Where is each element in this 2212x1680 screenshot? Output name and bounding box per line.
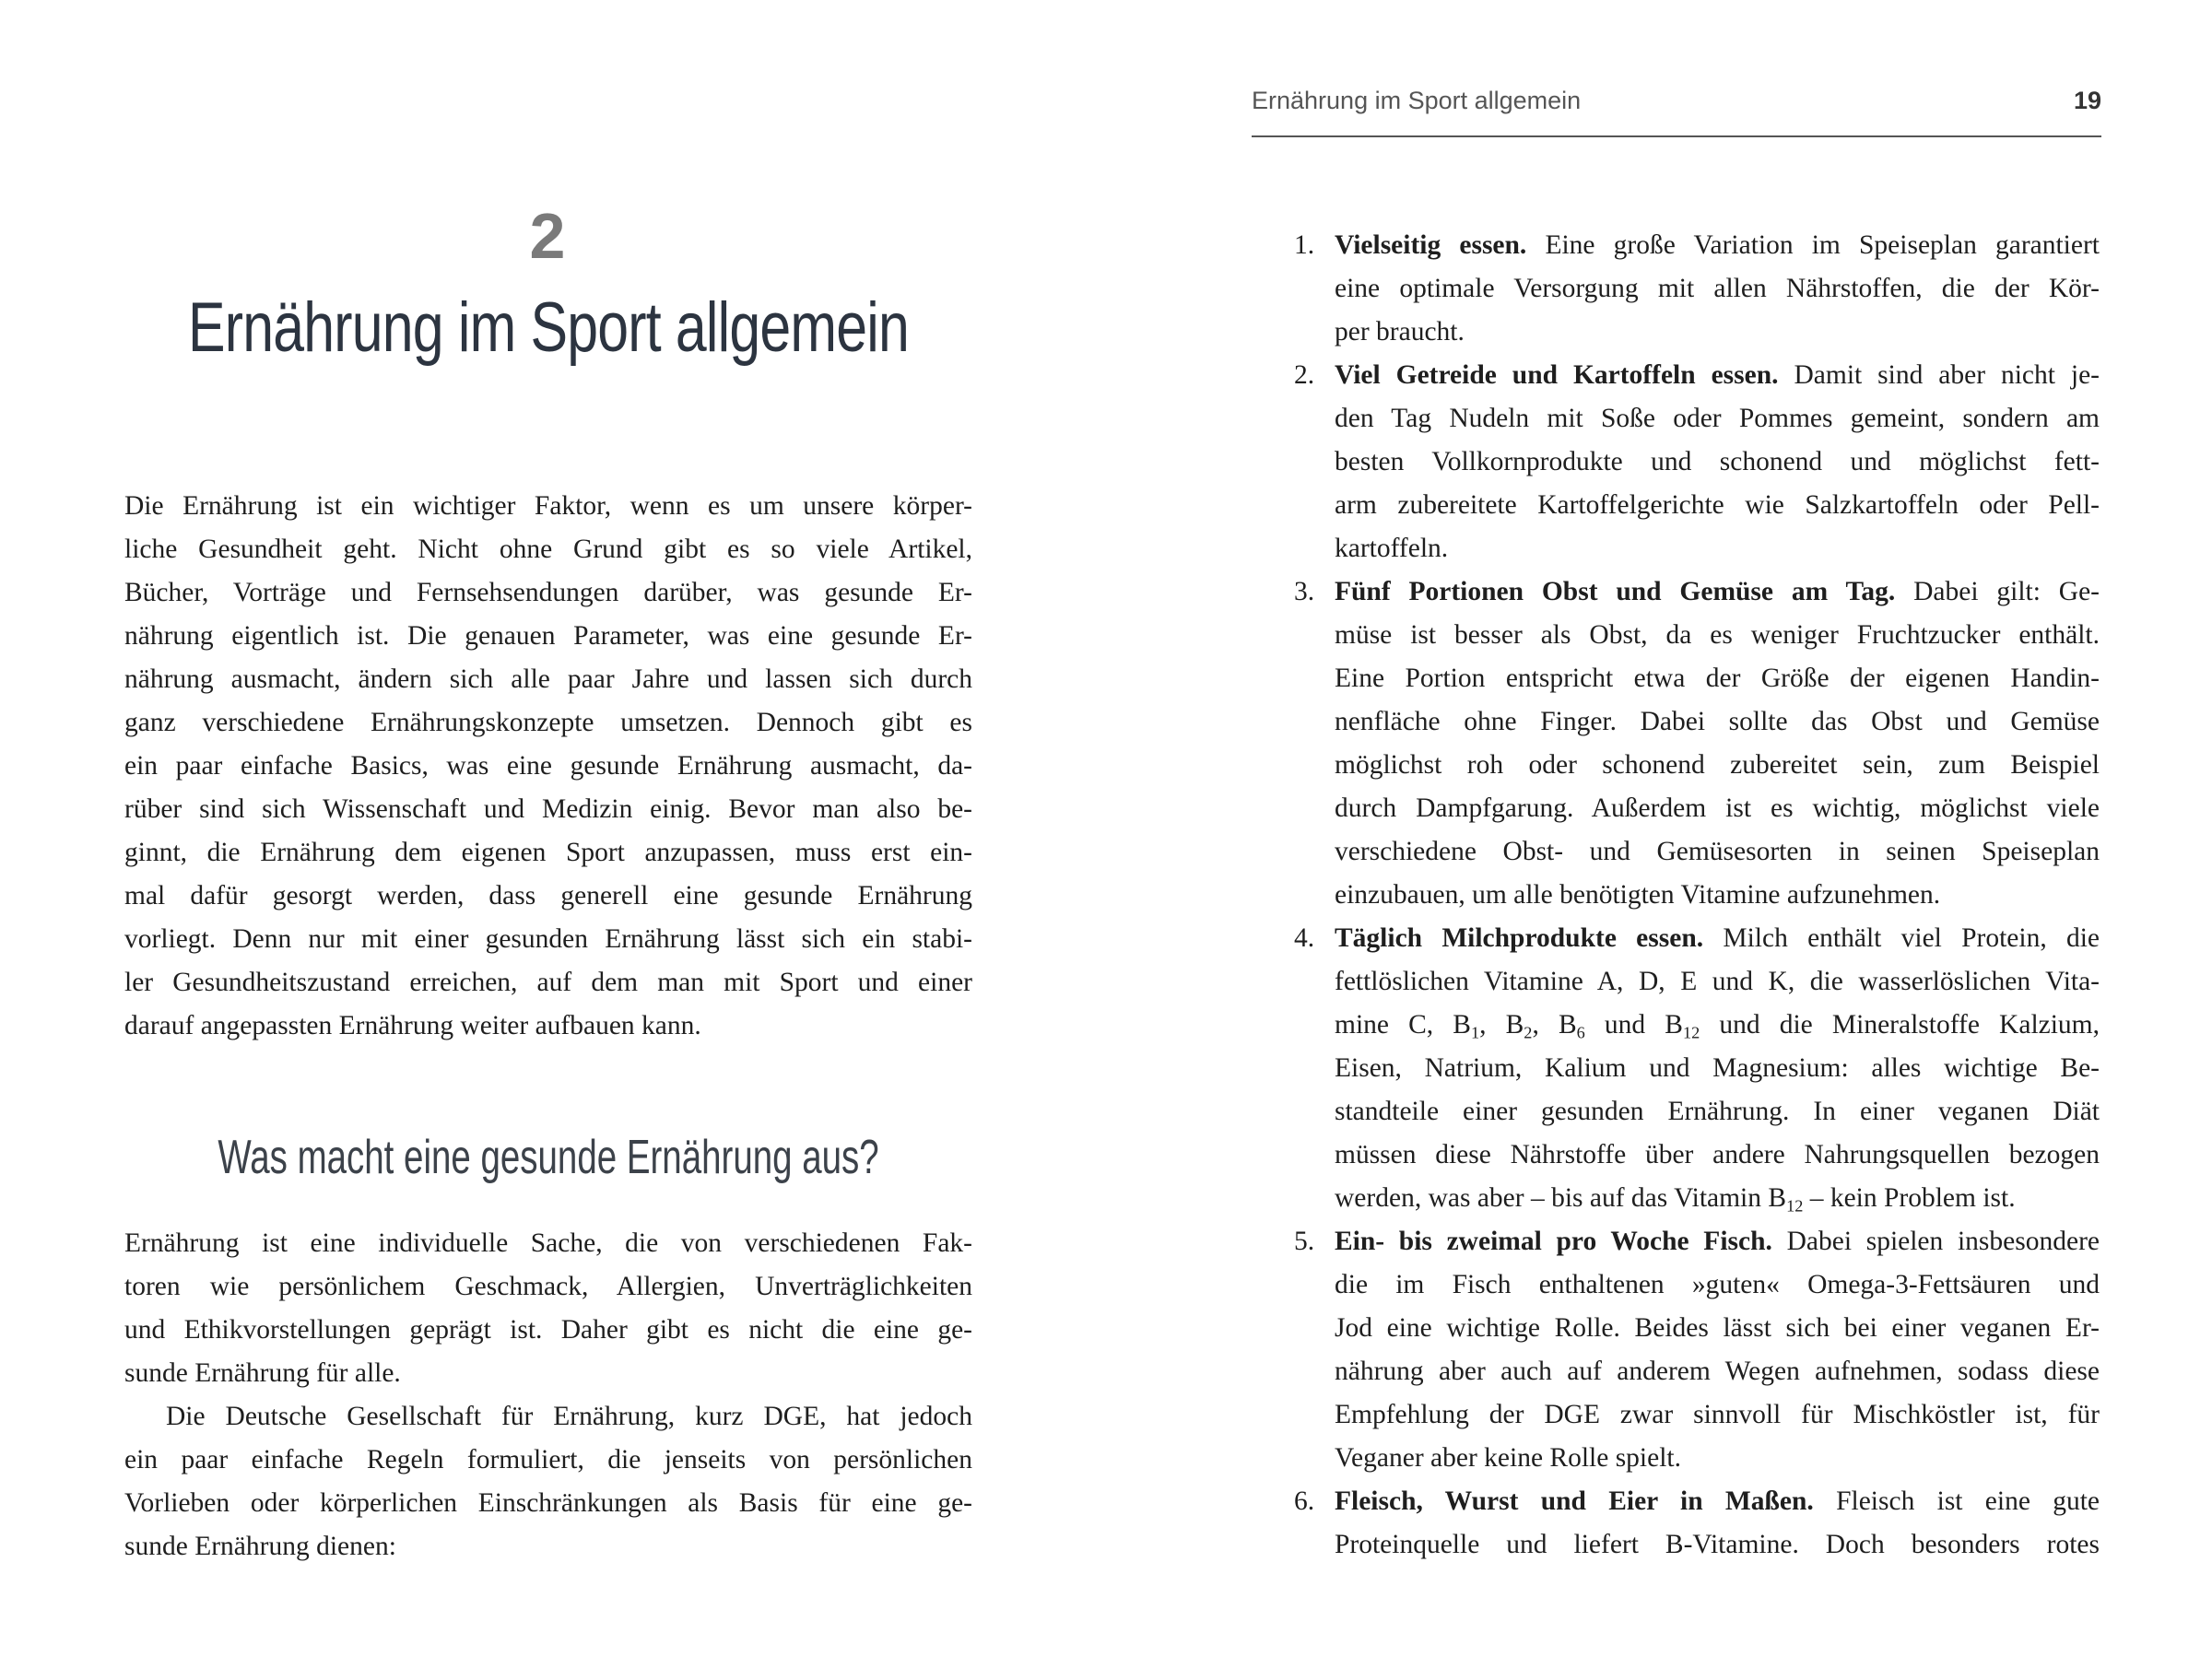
text-line: ganz verschiedene Ernährungskonzepte umsetzen. Dennoch gibt es bbox=[124, 708, 972, 737]
text-line bbox=[1335, 570, 2100, 614]
text-run: mine C, B bbox=[1335, 1010, 1471, 1040]
text-run: verschiedene Obst- und Gemüsesorten in seinen Speiseplan bbox=[1335, 837, 2100, 866]
text-line: vorliegt. Denn nur mit einer gesunden Ernährung lässt sich ein stabi- bbox=[124, 924, 972, 954]
text-run: den Tag Nudeln mit Soße oder Pommes gemeint, sondern am bbox=[1335, 404, 2100, 433]
text-line bbox=[1335, 1220, 2100, 1263]
subscript: 1 bbox=[1470, 1023, 1480, 1042]
text-line: und Ethikvorstellungen geprägt ist. Daher gibt es nicht die eine ge- bbox=[124, 1315, 972, 1345]
text-line: liche Gesundheit geht. Nicht ohne Grund gibt es so viele Artikel, bbox=[124, 535, 972, 564]
header-rule bbox=[1252, 135, 2101, 137]
text-run: Fleisch ist eine gute bbox=[1813, 1486, 2100, 1516]
page-number: 19 bbox=[2073, 87, 2101, 114]
text-line bbox=[1335, 397, 2100, 441]
text-line: Ernährung ist eine individuelle Sache, die von verschiedenen Fak- bbox=[124, 1228, 972, 1258]
text-line: rüber sind sich Wissenschaft und Medizin einig. Bevor man also be- bbox=[124, 794, 972, 824]
text-run: möglichst roh oder schonend zubereitet sein, zum Beispiel bbox=[1335, 750, 2100, 780]
chapter-number: 2 bbox=[529, 200, 566, 272]
dge-rules-list bbox=[1294, 224, 2100, 1567]
subscript: 12 bbox=[1682, 1023, 1700, 1042]
text-run: , B bbox=[1479, 1010, 1524, 1040]
text-run: Dabei spielen insbesondere bbox=[1771, 1227, 2100, 1256]
text-run: Empfehlung der DGE zwar sinnvoll für Mischköstler ist, für bbox=[1335, 1400, 2100, 1429]
text-line bbox=[1335, 484, 2100, 527]
text-line bbox=[1335, 614, 2100, 657]
text-run: nenfläche ohne Finger. Dabei sollte das Obst und Gemüse bbox=[1335, 707, 2100, 736]
text-run: werden, was aber – bis auf das Vitamin B bbox=[1335, 1183, 1787, 1213]
text-run: müse ist besser als Obst, da es weniger Fruchtzucker enthält. bbox=[1335, 620, 2100, 650]
text-run: standteile einer gesunden Ernährung. In einer veganen Diät bbox=[1335, 1097, 2100, 1126]
text-line bbox=[1335, 1480, 2100, 1523]
text-line: sunde Ernährung dienen: bbox=[124, 1532, 396, 1561]
list-number: 2. bbox=[1294, 360, 1315, 390]
text-line: ein paar einfache Basics, was eine gesunde Ernährung ausmacht, da- bbox=[124, 751, 972, 781]
text-line bbox=[1335, 1437, 2100, 1480]
text-run: einzubauen, um alle benötigten Vitamine aufzunehmen. bbox=[1335, 880, 1941, 910]
text-line bbox=[1335, 1523, 2100, 1567]
text-run: per braucht. bbox=[1335, 317, 1465, 347]
text-line: toren wie persönlichem Geschmack, Allergien, Unverträglichkeiten bbox=[124, 1272, 972, 1301]
text-line bbox=[1335, 657, 2100, 700]
text-run: arm zubereitete Kartoffelgerichte wie Salzkartoffeln oder Pell- bbox=[1335, 490, 2100, 520]
text-line bbox=[1335, 1393, 2100, 1437]
text-line bbox=[1335, 267, 2100, 311]
list-item bbox=[1294, 1220, 2100, 1480]
text-run: nährung aber auch auf anderem Wegen aufnehmen, sodass diese bbox=[1335, 1357, 2100, 1386]
text-line: Die Deutsche Gesellschaft für Ernährung, kurz DGE, hat jedoch bbox=[166, 1402, 972, 1431]
text-line bbox=[1335, 441, 2100, 484]
text-line bbox=[1335, 1307, 2100, 1350]
text-line bbox=[1335, 354, 2100, 397]
text-line: darauf angepassten Ernährung weiter aufbauen kann. bbox=[124, 1011, 701, 1040]
text-line: sunde Ernährung für alle. bbox=[124, 1358, 401, 1388]
text-line bbox=[1335, 1090, 2100, 1134]
text-run: – kein Problem ist. bbox=[1803, 1183, 2016, 1213]
text-run: Eisen, Natrium, Kalium und Magnesium: alles wichtige Be- bbox=[1335, 1053, 2100, 1083]
text-line: mal dafür gesorgt werden, dass generell eine gesunde Ernährung bbox=[124, 881, 972, 910]
text-line: nährung eigentlich ist. Die genauen Parameter, was eine gesunde Er- bbox=[124, 621, 972, 651]
text-run: kartoffeln. bbox=[1335, 534, 1449, 563]
list-item bbox=[1294, 1480, 2100, 1567]
text-run: Eine Portion entspricht etwa der Größe der eigenen Handin- bbox=[1335, 664, 2100, 693]
text-line bbox=[1335, 1177, 2100, 1220]
text-line bbox=[1335, 787, 2100, 830]
text-line bbox=[1335, 1263, 2100, 1307]
text-line bbox=[1335, 1134, 2100, 1177]
text-line bbox=[1335, 830, 2100, 874]
text-run: durch Dampfgarung. Außerdem ist es wichtig, möglichst viele bbox=[1335, 793, 2100, 823]
left-body-text-2 bbox=[124, 1222, 972, 1568]
rule-title: Fünf Portionen Obst und Gemüse am Tag. bbox=[1335, 577, 1896, 606]
list-item bbox=[1294, 354, 2100, 570]
text-run: und die Mineralstoffe Kalzium, bbox=[1700, 1010, 2100, 1040]
list-number: 4. bbox=[1294, 923, 1315, 953]
text-run: besten Vollkornprodukte und schonend und möglichst fett- bbox=[1335, 447, 2100, 476]
rule-title: Vielseitig essen. bbox=[1335, 230, 1527, 260]
text-line bbox=[1335, 224, 2100, 267]
text-run: , B bbox=[1532, 1010, 1577, 1040]
list-number: 5. bbox=[1294, 1227, 1315, 1256]
left-body-text bbox=[124, 485, 972, 1048]
text-run: die im Fisch enthaltenen »guten« Omega-3-Fettsäuren und bbox=[1335, 1270, 2100, 1299]
text-line bbox=[1335, 744, 2100, 787]
text-line bbox=[1335, 1047, 2100, 1090]
chapter-title: Ernährung im Sport allgemein bbox=[188, 288, 909, 367]
list-number: 1. bbox=[1294, 230, 1315, 260]
text-run: Proteinquelle und liefert B-Vitamine. Doch besonders rotes bbox=[1335, 1530, 2100, 1559]
text-line: Die Ernährung ist ein wichtiger Faktor, wenn es um unsere körper- bbox=[124, 491, 972, 521]
text-line bbox=[1335, 960, 2100, 1004]
text-line: Bücher, Vorträge und Fernsehsendungen darüber, was gesunde Er- bbox=[124, 578, 972, 607]
text-run: eine optimale Versorgung mit allen Nährstoffen, die der Kör- bbox=[1335, 274, 2100, 303]
subscript: 6 bbox=[1576, 1023, 1585, 1042]
text-line: ler Gesundheitszustand erreichen, auf dem man mit Sport und einer bbox=[124, 968, 972, 997]
text-run: Milch enthält viel Protein, die bbox=[1703, 923, 2100, 953]
subscript: 2 bbox=[1524, 1023, 1533, 1042]
rule-title: Viel Getreide und Kartoffeln essen. bbox=[1335, 360, 1779, 390]
text-line: Vorlieben oder körperlichen Einschränkungen als Basis für eine ge- bbox=[124, 1488, 972, 1518]
text-line bbox=[1335, 874, 2100, 917]
text-line bbox=[1335, 311, 2100, 354]
text-run: fettlöslichen Vitamine A, D, E und K, die wasserlöslichen Vita- bbox=[1335, 967, 2100, 996]
text-run: Damit sind aber nicht je- bbox=[1778, 360, 2100, 390]
text-line bbox=[1335, 1004, 2100, 1047]
text-line bbox=[1335, 700, 2100, 744]
list-number: 6. bbox=[1294, 1486, 1315, 1516]
text-line: nährung ausmacht, ändern sich alle paar Jahre und lassen sich durch bbox=[124, 664, 972, 694]
rule-title: Fleisch, Wurst und Eier in Maßen. bbox=[1335, 1486, 1814, 1516]
text-line bbox=[1335, 1350, 2100, 1393]
text-run: Eine große Variation im Speiseplan garantiert bbox=[1526, 230, 2100, 260]
text-line: ginnt, die Ernährung dem eigenen Sport anzupassen, muss erst ein- bbox=[124, 838, 972, 867]
list-item bbox=[1294, 224, 2100, 354]
text-line bbox=[1335, 527, 2100, 570]
rule-title: Täglich Milchprodukte essen. bbox=[1335, 923, 1704, 953]
text-line: ein paar einfache Regeln formuliert, die jenseits von persönlichen bbox=[124, 1445, 972, 1474]
text-line bbox=[1335, 917, 2100, 960]
list-item bbox=[1294, 917, 2100, 1220]
text-run: Veganer aber keine Rolle spielt. bbox=[1335, 1443, 1681, 1473]
text-run: müssen diese Nährstoffe über andere Nahrungsquellen bezogen bbox=[1335, 1140, 2100, 1169]
list-number: 3. bbox=[1294, 577, 1315, 606]
text-run: Dabei gilt: Ge- bbox=[1895, 577, 2100, 606]
list-item bbox=[1294, 570, 2100, 917]
text-run: und B bbox=[1584, 1010, 1683, 1040]
running-head: Ernährung im Sport allgemein bbox=[1252, 87, 1582, 114]
text-run: Jod eine wichtige Rolle. Beides lässt sich bei einer veganen Er- bbox=[1335, 1313, 2100, 1343]
rule-title: Ein- bis zweimal pro Woche Fisch. bbox=[1335, 1227, 1772, 1256]
subscript: 12 bbox=[1786, 1196, 1804, 1216]
section-heading: Was macht eine gesunde Ernährung aus? bbox=[218, 1131, 879, 1184]
